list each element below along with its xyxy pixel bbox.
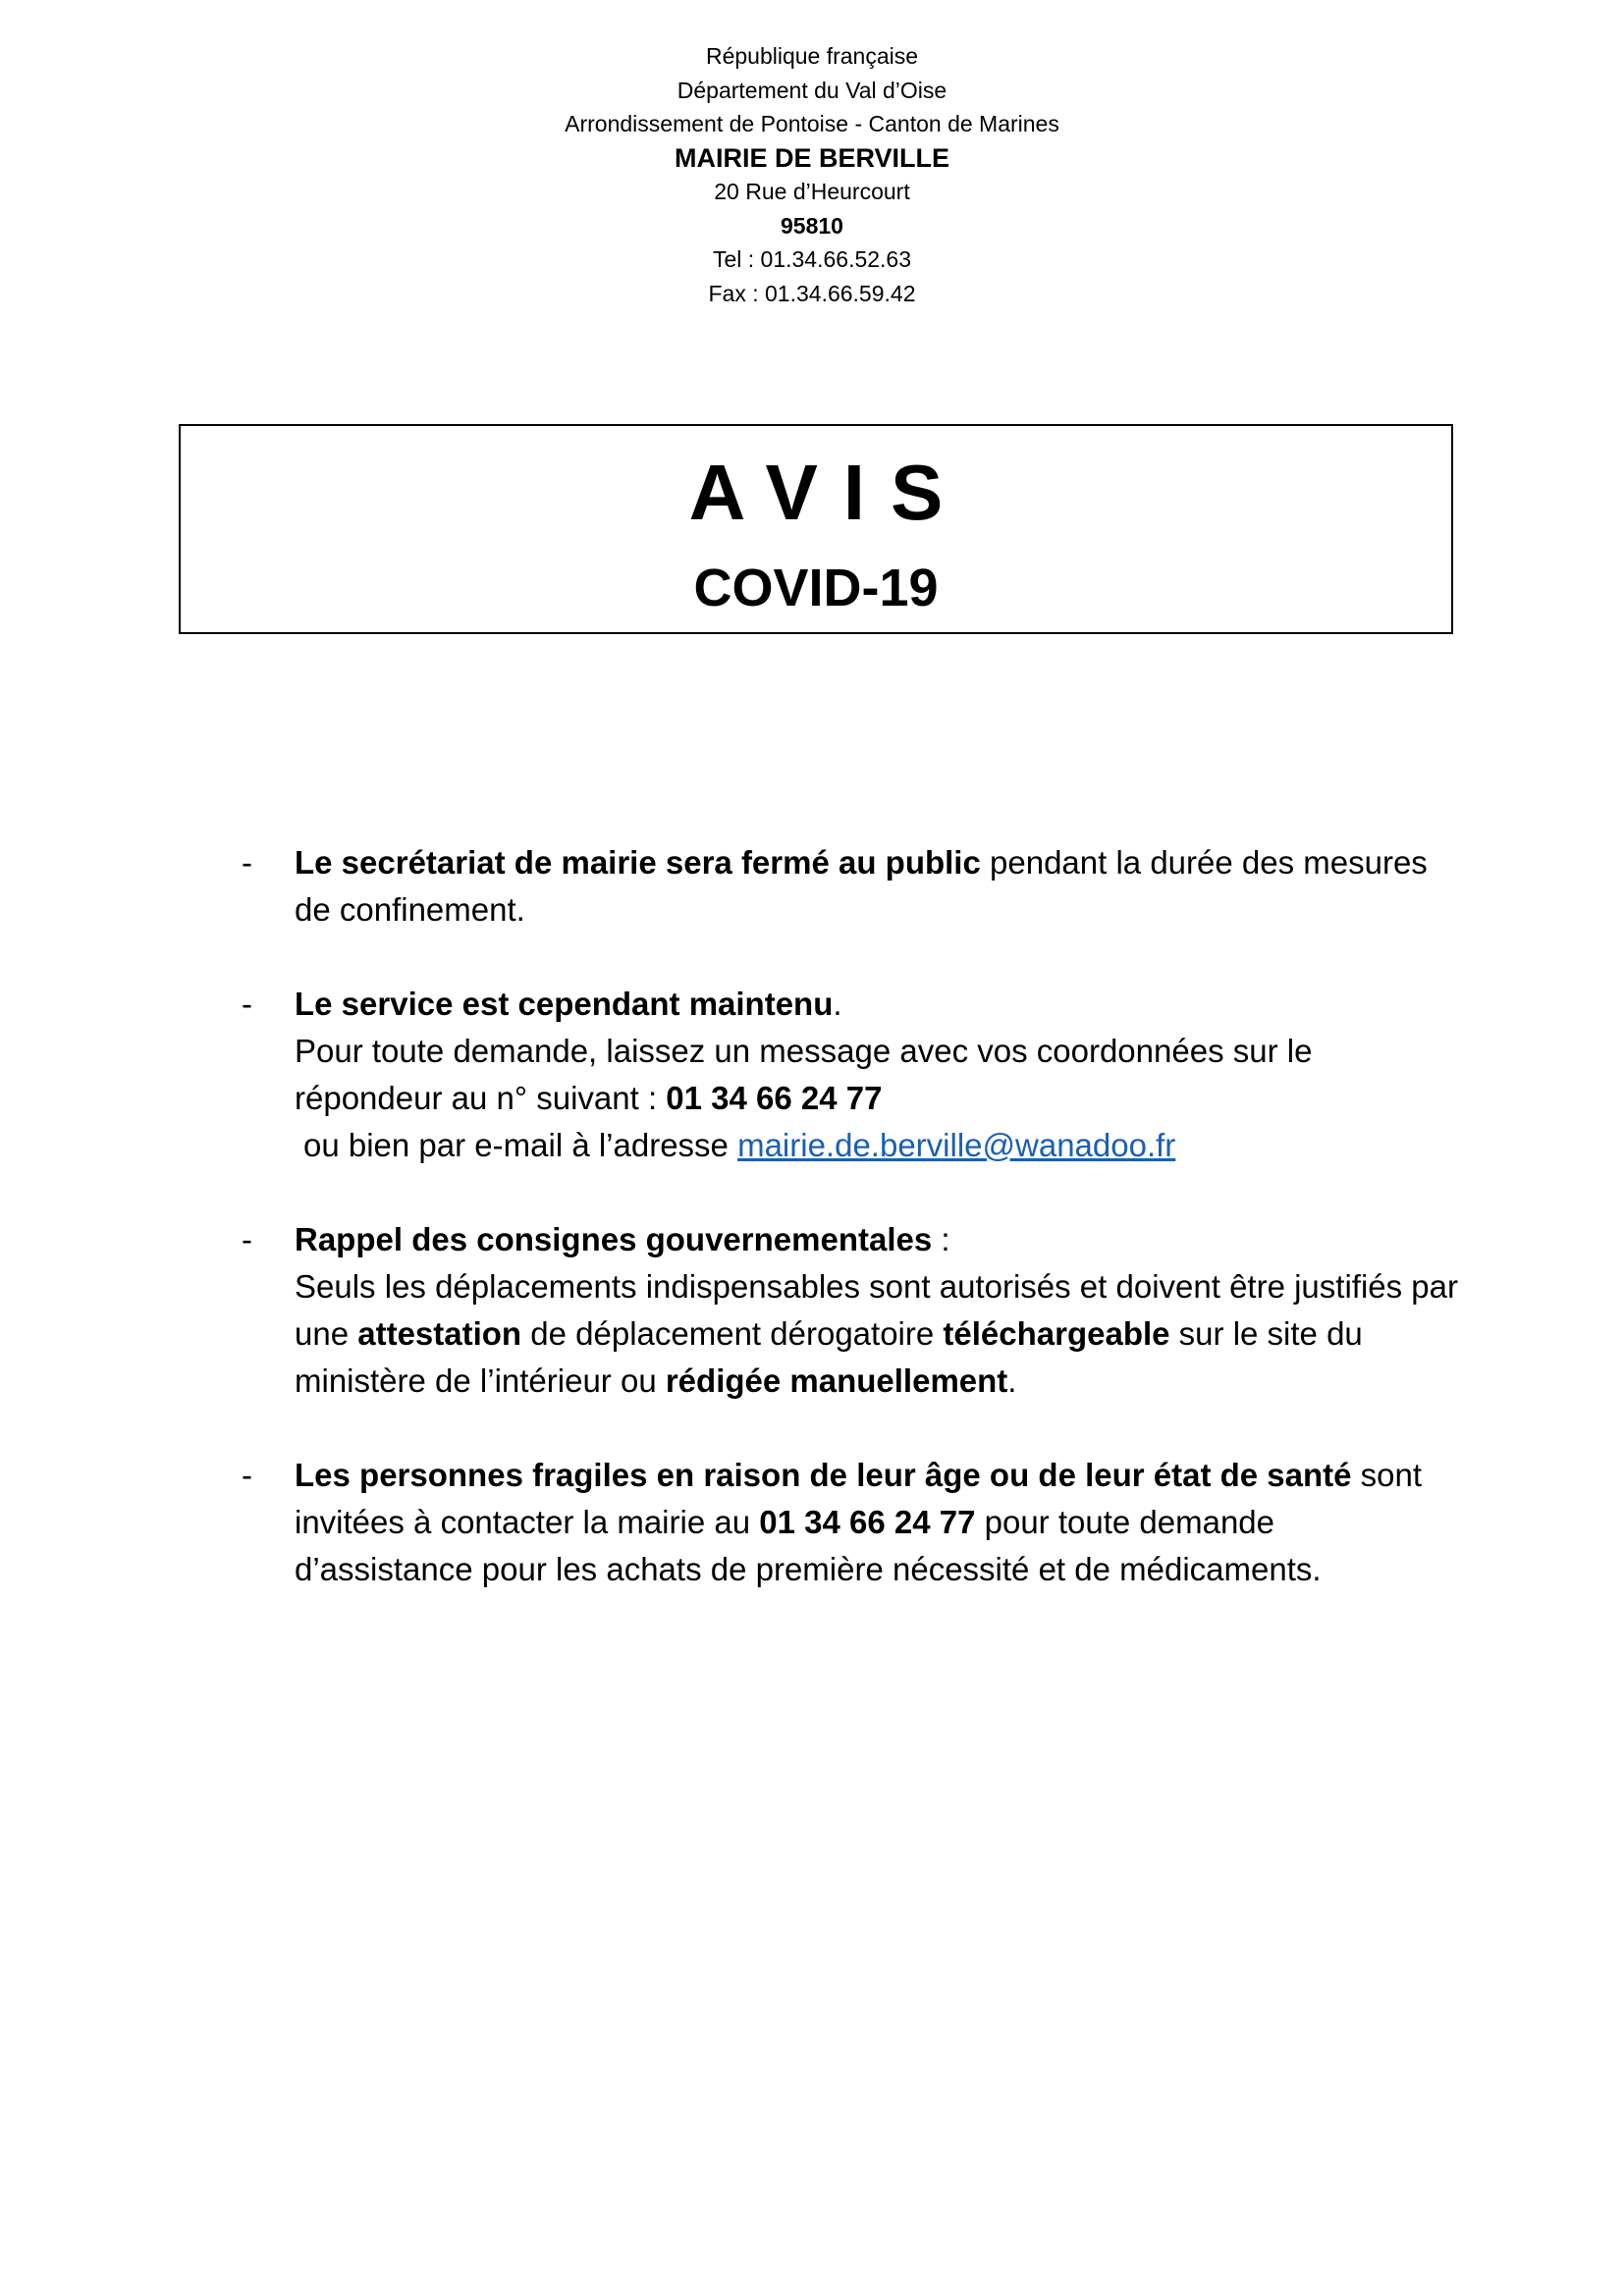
item-emphasis: téléchargeable [943,1315,1170,1352]
mairie-name: MAIRIE DE BERVILLE [674,142,950,173]
item-text: Seuls les déplacements indispensables sont autorisés et doivent être justifiés par une [295,1268,1459,1352]
fax: Fax : 01.34.66.59.42 [708,280,916,306]
phone-number: 01 34 66 24 77 [666,1080,883,1116]
arrondissement-line: Arrondissement de Pontoise - Canton de Marines [565,111,1059,136]
item-lead: Rappel des consignes gouvernementales [295,1221,933,1257]
item-text: Pour toute demande, laissez un message avec vos coordonnées sur le répondeur au n° suivant : [295,1033,1313,1116]
list-dash: - [242,1221,252,1257]
item-text: de déplacement dérogatoire [521,1315,944,1352]
item-lead: Le service est cependant maintenu [295,986,834,1022]
list-item [242,1452,1459,1593]
item-text: sur le site du ministère de l’intérieur ou [295,1315,1363,1399]
list-dash: - [242,1457,252,1493]
list-item [242,981,1459,1169]
item-lead: Le secrétariat de mairie sera fermé au public [295,844,981,881]
telephone: Tel : 01.34.66.52.63 [712,246,912,272]
republic-line: République française [705,43,919,69]
list-dash: - [242,844,252,881]
notice-body [242,839,1459,1640]
item-text: pendant la durée des mesures de confinement. [295,844,1428,928]
notice-title-box [179,424,1453,634]
phone-number: 01 34 66 24 77 [759,1504,976,1540]
list-dash: - [242,986,252,1022]
item-text: pour toute demande d’assistance pour les achats de première nécessité et de médicaments. [295,1504,1322,1587]
item-emphasis: rédigée manuellement [665,1362,1008,1399]
list-item [242,839,1459,934]
email-prefix: ou bien par e-mail à l’adresse [303,1127,738,1163]
street-address: 20 Rue d’Heurcourt [714,179,910,204]
notice-subtitle: COVID-19 [693,559,939,617]
item-text: . [1007,1362,1017,1399]
item-lead-end: : [932,1221,950,1257]
list-item [242,1216,1459,1405]
notice-title: AVIS [688,449,969,536]
department-line: Département du Val d’Oise [677,77,947,103]
letterhead [0,39,1624,310]
item-lead-end: . [833,986,842,1022]
item-text: sont invitées à contacter la mairie au [295,1457,1423,1540]
email-link[interactable]: mairie.de.berville@wanadoo.fr [737,1127,1176,1163]
postcode: 95810 [781,212,843,239]
item-emphasis: attestation [357,1315,522,1352]
item-lead: Les personnes fragiles en raison de leur âge ou de leur état de santé [295,1457,1352,1493]
